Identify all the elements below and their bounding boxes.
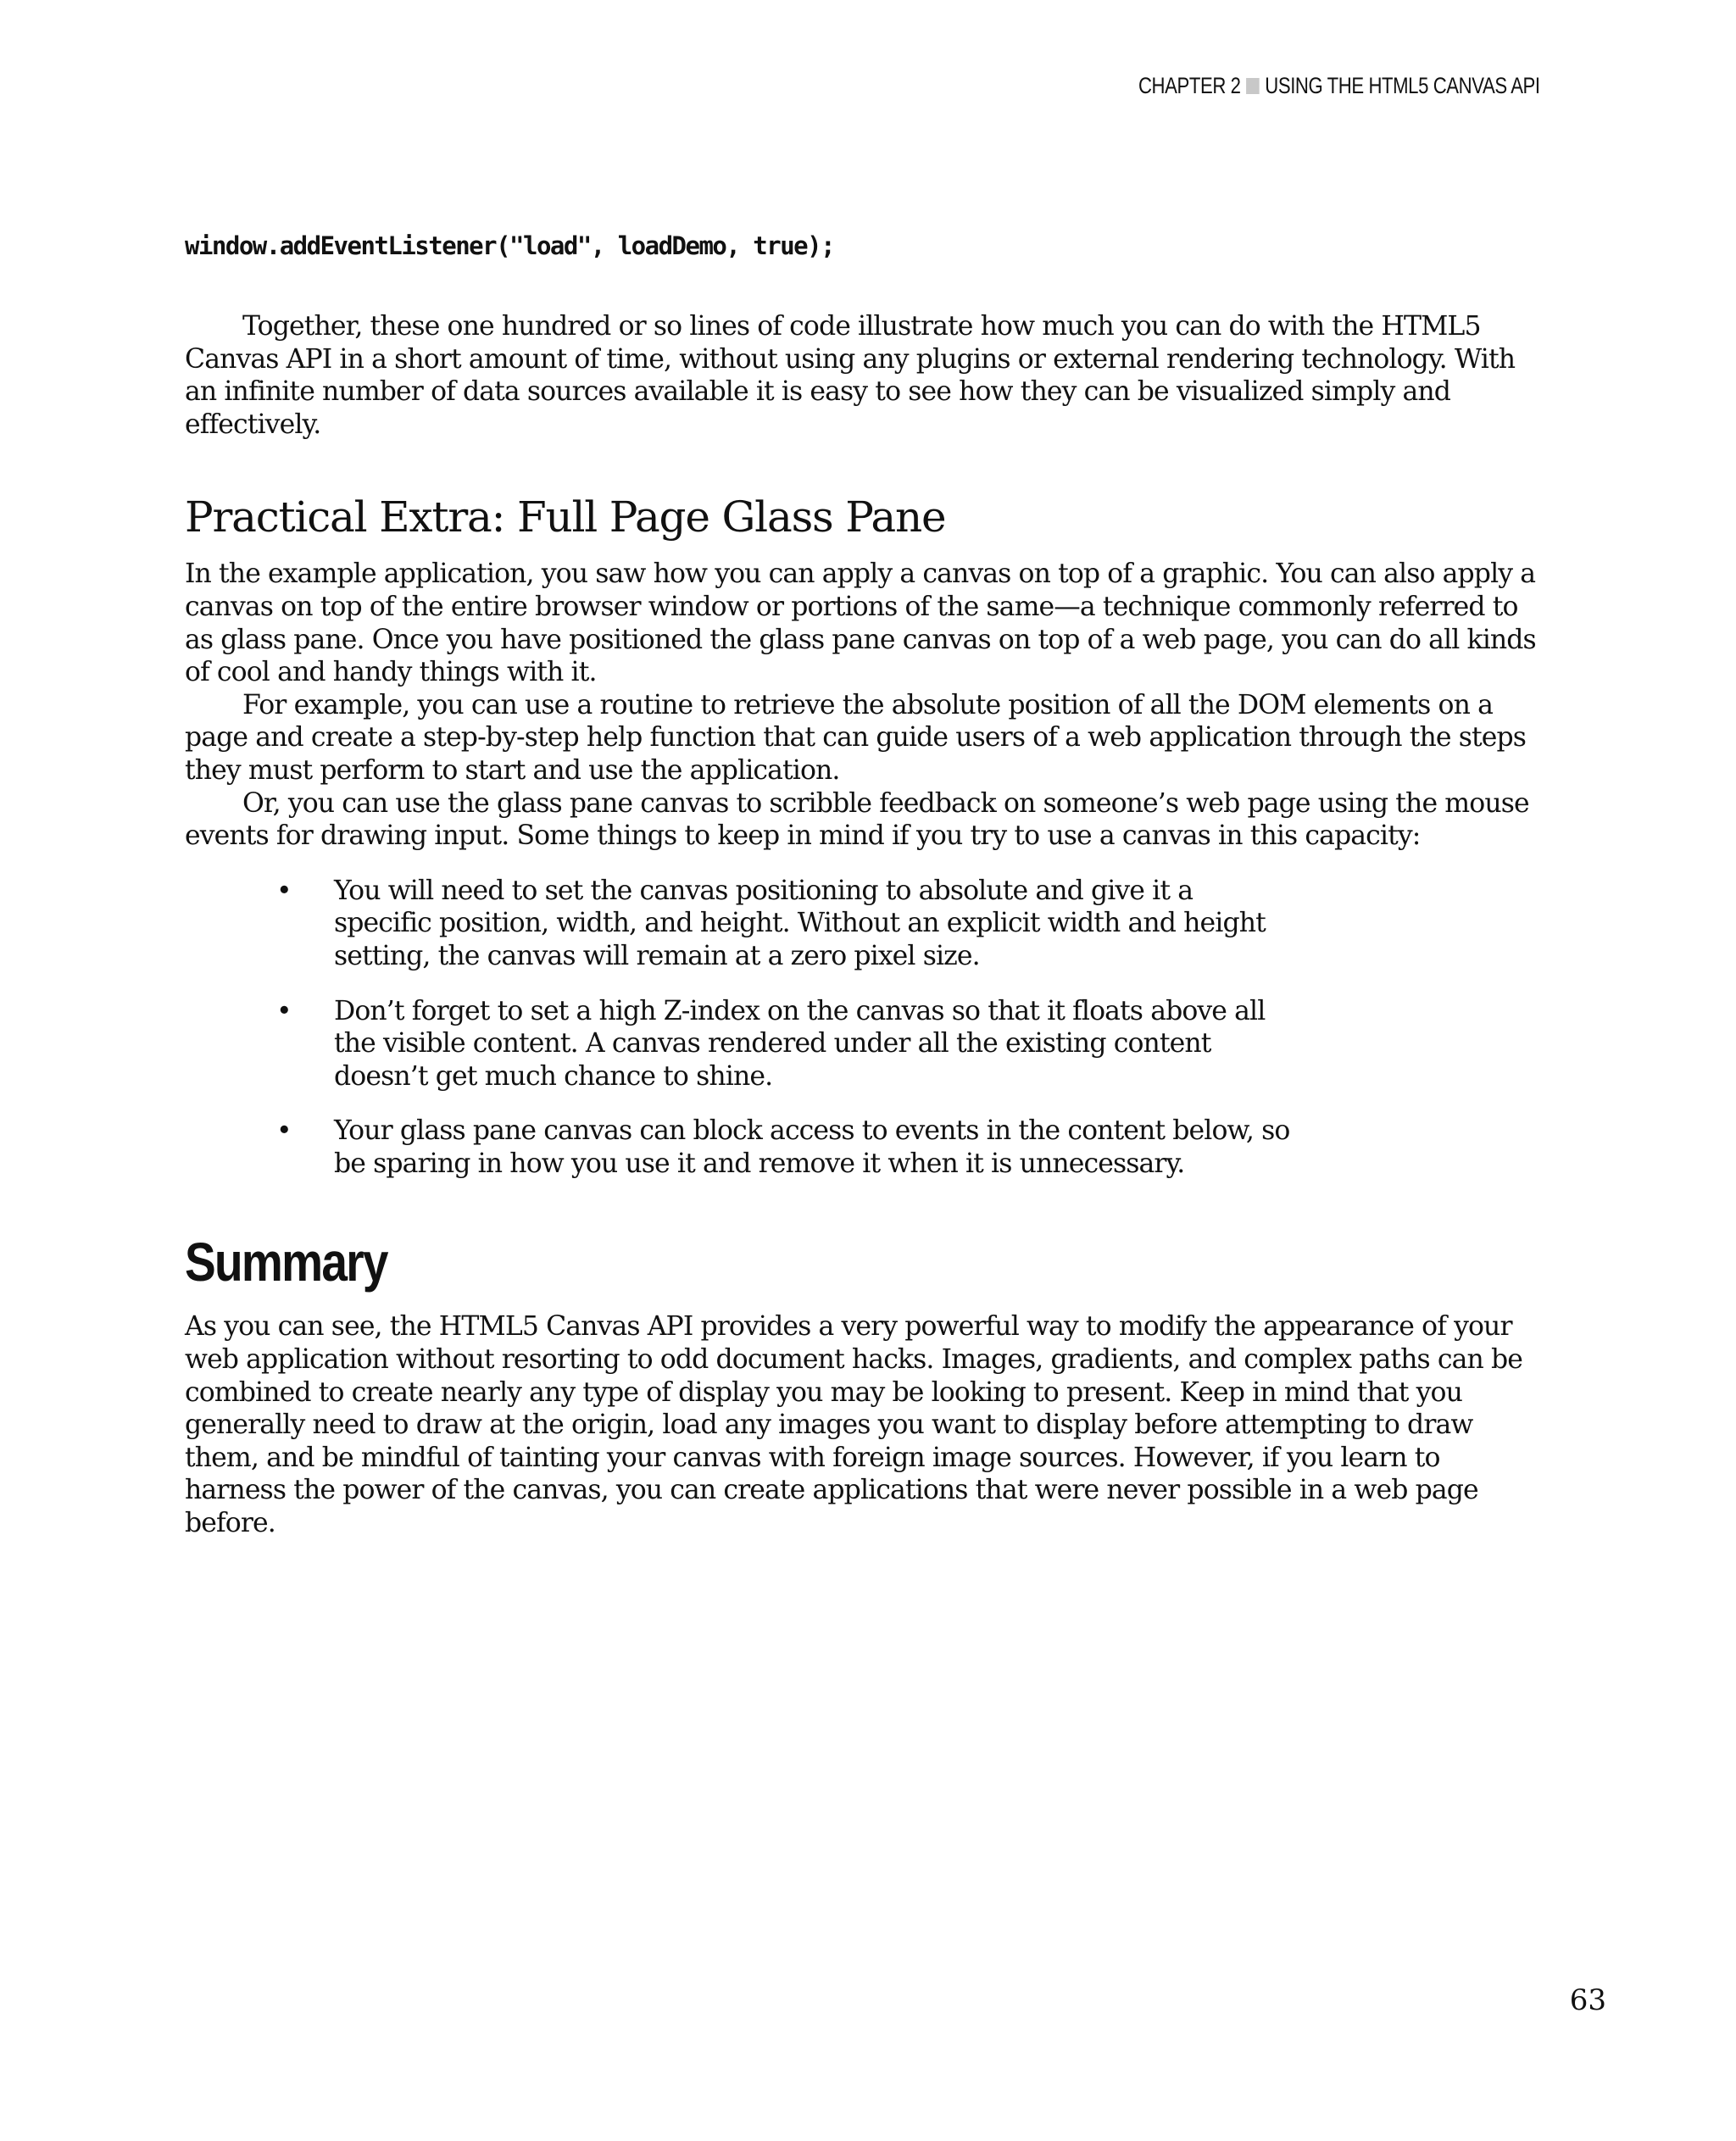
- bullet-text: Don’t forget to set a high Z-index on the canvas so that it floats above all the visible content. A canvas rendered under all the existing content doesn’t get much chance to shine.: [334, 995, 1266, 1092]
- page-body: [185, 229, 1541, 1540]
- page-number: 63: [1569, 1983, 1606, 2017]
- glass-pane-paragraph-3: Or, you can use the glass pane canvas to scribble feedback on someone’s web page using the mouse events for drawing input. Some things to keep in mind if you try to use a canvas in this capacity:: [185, 787, 1529, 852]
- bullet-text: Your glass pane canvas can block access to events in the content below, so be sparing in how you use it and remove it when it is unnecessary.: [334, 1115, 1290, 1179]
- bullet-item: [185, 995, 1292, 1093]
- bullet-text: You will need to set the canvas positioning to absolute and give it a specific position, width, and height. Without an explicit width and height setting, the canvas will remain at a zero pixel size.: [334, 875, 1266, 971]
- chapter-label: CHAPTER 2: [1138, 73, 1241, 98]
- summary-heading: Summary: [185, 1232, 387, 1293]
- glass-pane-paragraph-2: For example, you can use a routine to retrieve the absolute position of all the DOM elements on a page and create a step-by-step help function that can guide users of a web application through the steps they must perform to start and use the application.: [185, 689, 1527, 786]
- glass-pane-bullet-list: [185, 875, 1541, 1181]
- bullet-item: [185, 1115, 1292, 1180]
- bullet-marker: •: [276, 875, 292, 906]
- header-separator-square: [1246, 78, 1260, 94]
- bullet-marker: •: [276, 995, 292, 1026]
- bullet-item: [185, 875, 1292, 973]
- code-line: window.addEventListener("load", loadDemo, true);: [185, 231, 835, 260]
- bullet-marker: •: [276, 1115, 292, 1147]
- running-header: [1138, 73, 1540, 99]
- glass-pane-paragraph-1: In the example application, you saw how you can apply a canvas on top of a graphic. You can also apply a canvas on top of the entire browser window or portions of the same—a technique commonly referred to as glass pane. Once you have positioned the glass pane canvas on top of a web page, you can do all kinds of cool and handy things with it.: [185, 559, 1536, 688]
- intro-paragraph: Together, these one hundred or so lines of code illustrate how much you can do with the HTML5 Canvas API in a short amount of time, without using any plugins or external rendering technology. With an infinite number of data sources available it is easy to see how they can be visualized simply and effectively.: [185, 311, 1516, 440]
- chapter-title: USING THE HTML5 CANVAS API: [1265, 73, 1540, 98]
- summary-paragraph: As you can see, the HTML5 Canvas API provides a very powerful way to modify the appearance of your web application without resorting to odd document hacks. Images, gradients, and complex paths can be combined to create nearly any type of display you may be looking to present. Keep in mind that you generally need to draw at the origin, load any images you want to display before attempting to draw them, and be mindful of tainting your canvas with foreign image sources. However, if you learn to harness the power of the canvas, you can create applications that were never possible in a web page before.: [185, 1311, 1522, 1539]
- glass-pane-heading: Practical Extra: Full Page Glass Pane: [185, 492, 946, 542]
